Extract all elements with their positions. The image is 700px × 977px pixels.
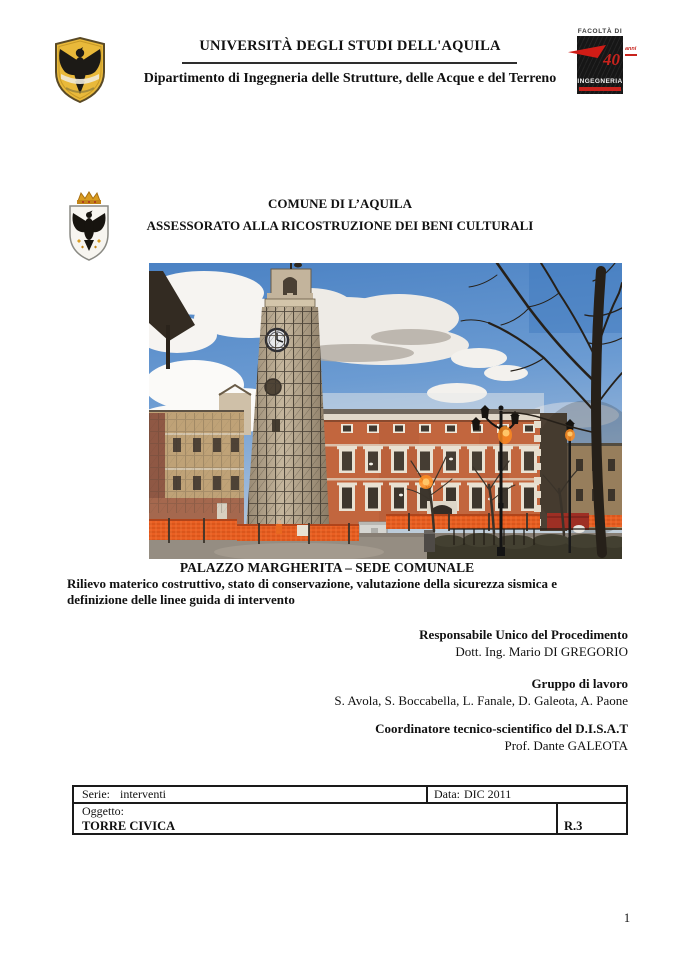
anniversary-number: 40 xyxy=(603,50,620,69)
oggetto-value: TORRE CIVICA xyxy=(82,819,176,833)
logo-red-strip xyxy=(579,87,621,91)
faculty-name: INGEGNERIA xyxy=(577,78,623,85)
photo-caption-title: PALAZZO MARGHERITA – SEDE COMUNALE xyxy=(179,560,475,575)
data-label: Data: xyxy=(434,787,460,801)
oggetto-label: Oggetto: xyxy=(82,804,124,818)
faculty-logo-box xyxy=(577,36,623,94)
illegible-micro-text xyxy=(625,54,637,56)
assessorato-title: ASSESSORATO ALLA RICOSTRUZIONE DEI BENI CULTURALI xyxy=(146,218,534,233)
table-row xyxy=(74,804,626,835)
garden-lamp-glow xyxy=(419,475,433,489)
palazzo-photo-illustration xyxy=(149,263,622,559)
faculty-label: FACOLTÀ DI xyxy=(577,28,623,35)
comune-title: COMUNE DI L’AQUILA xyxy=(268,196,412,211)
credit-name: Dott. Ing. Mario DI GREGORIO xyxy=(455,643,628,659)
data-cell xyxy=(428,787,626,802)
university-title: UNIVERSITÀ DEGLI STUDI DELL'AQUILA xyxy=(199,38,501,54)
serie-cell xyxy=(74,787,428,802)
palazzo-margherita-photo xyxy=(149,263,622,559)
credit-role: Gruppo di lavoro xyxy=(531,676,628,691)
credit-role: Coordinatore tecnico-scientifico del D.I.S.A.T xyxy=(375,721,628,736)
anniversary-caption: anni xyxy=(625,46,637,56)
header-divider xyxy=(182,62,517,64)
oggetto-cell xyxy=(74,804,558,835)
credit-responsabile xyxy=(419,627,628,660)
credit-coordinatore xyxy=(375,721,628,754)
serie-label: Serie: xyxy=(82,787,110,801)
department-title: Dipartimento di Ingegneria delle Strutture, delle Acque e del Terreno xyxy=(143,71,557,86)
report-description xyxy=(67,576,607,607)
faculty-40-logo xyxy=(577,28,662,102)
serie-value: interventi xyxy=(120,787,166,801)
description-line-1: Rilievo materico costruttivo, stato di conservazione, valutazione della sicurezza sismica e xyxy=(67,576,558,591)
document-info-table xyxy=(72,785,628,835)
table-row xyxy=(74,787,626,804)
credit-name: Prof. Dante GALEOTA xyxy=(504,737,628,753)
credit-role: Responsabile Unico del Procedimento xyxy=(419,627,628,642)
credit-gruppo xyxy=(334,676,628,709)
revision-cell: R.3 xyxy=(564,819,583,833)
page-number: 1 xyxy=(623,911,631,925)
description-line-2: definizione delle linee guida di intervento xyxy=(67,591,295,607)
credit-name: S. Avola, S. Boccabella, L. Fanale, D. Galeota, A. Paone xyxy=(334,692,628,708)
data-value: DIC 2011 xyxy=(464,787,512,801)
